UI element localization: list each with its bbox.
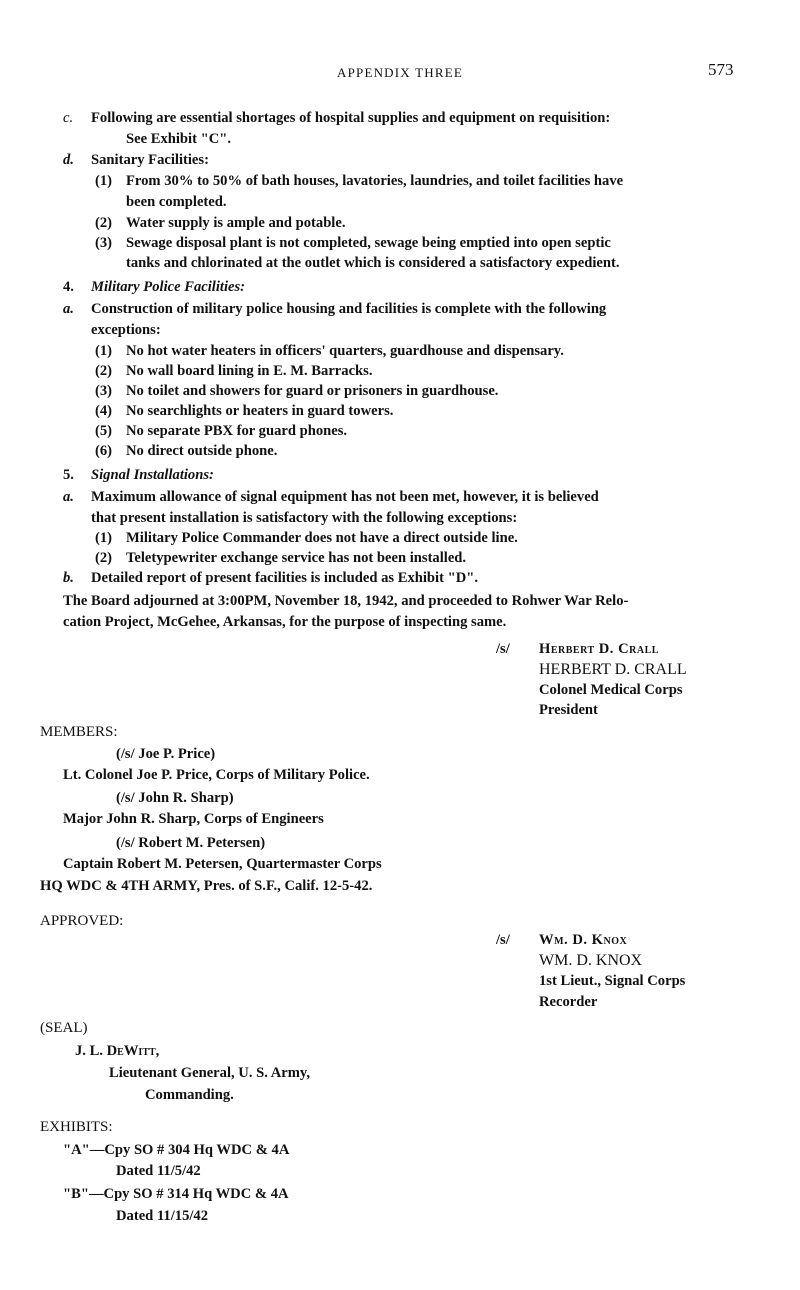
item-d1-text-2: been completed. — [126, 194, 227, 210]
item-d3-text-1: Sewage disposal plant is not completed, sewage being emptied into open septic — [126, 235, 611, 251]
item-4a-text-2: exceptions: — [91, 322, 161, 338]
member-name: Captain Robert M. Petersen, Quartermaster Corps — [63, 856, 382, 872]
item-4a-label: a. — [63, 301, 74, 317]
commanding-general-name: J. L. DeWitt, — [75, 1043, 160, 1059]
member-name: Major John R. Sharp, Corps of Engineers — [63, 811, 324, 827]
mp-exception-text: No separate PBX for guard phones. — [126, 423, 348, 439]
president-signature-name: Herbert D. Crall — [539, 641, 659, 657]
members-heading: MEMBERS: — [40, 724, 118, 740]
mp-exception-text: No hot water heaters in officers' quarters, guardhouse and dispensary. — [126, 343, 564, 359]
running-header: APPENDIX THREE — [337, 65, 463, 80]
item-d-title: Sanitary Facilities: — [91, 152, 209, 168]
mp-exception-number: (6) — [95, 443, 113, 459]
member-signature: (/s/ John R. Sharp) — [116, 790, 234, 806]
president-role: President — [539, 702, 598, 718]
item-5b-text: Detailed report of present facilities is included as Exhibit "D". — [91, 570, 478, 586]
mp-exception-text: No searchlights or heaters in guard towers. — [126, 403, 394, 419]
member-signature: (/s/ Robert M. Petersen) — [116, 835, 266, 851]
mp-exception-number: (4) — [95, 403, 113, 419]
exhibit-line-2: Dated 11/5/42 — [116, 1163, 201, 1179]
president-rank: Colonel Medical Corps — [539, 682, 683, 698]
exhibit-line-1: "B"—Cpy SO # 314 Hq WDC & 4A — [63, 1186, 289, 1202]
president-name: HERBERT D. CRALL — [539, 661, 687, 678]
item-4a-text-1: Construction of military police housing and facilities is complete with the following — [91, 301, 607, 317]
item-5a-text-1: Maximum allowance of signal equipment has not been met, however, it is believed — [91, 489, 599, 505]
member-signature: (/s/ Joe P. Price) — [116, 746, 216, 762]
mp-exception-text: No direct outside phone. — [126, 443, 278, 459]
item-d2-number: (2) — [95, 215, 113, 231]
item-c-label: c. — [63, 110, 74, 126]
exhibit-line-1: "A"—Cpy SO # 304 Hq WDC & 4A — [63, 1142, 290, 1158]
signal-exception-text: Military Police Commander does not have a direct outside line. — [126, 530, 518, 546]
item-d1-number: (1) — [95, 173, 113, 189]
approved-heading: APPROVED: — [40, 913, 124, 929]
exhibit-line-2: Dated 11/15/42 — [116, 1208, 209, 1224]
mp-exception-text: No toilet and showers for guard or prisoners in guardhouse. — [126, 383, 499, 399]
recorder-rank: 1st Lieut., Signal Corps — [539, 973, 686, 989]
commanding-general-rank: Lieutenant General, U. S. Army, — [109, 1065, 311, 1081]
recorder-name: WM. D. KNOX — [539, 952, 643, 969]
section-4-title: Military Police Facilities: — [91, 279, 246, 295]
item-d-label: d. — [63, 152, 74, 168]
signal-exception-text: Teletypewriter exchange service has not been installed. — [126, 550, 467, 566]
item-d3-number: (3) — [95, 235, 113, 251]
item-d3-text-2: tanks and chlorinated at the outlet which is considered a satisfactory expedient. — [126, 255, 620, 271]
mp-exception-number: (2) — [95, 363, 113, 379]
exhibits-heading: EXHIBITS: — [40, 1119, 113, 1135]
mp-exception-number: (1) — [95, 343, 113, 359]
item-5a-text-2: that present installation is satisfactory with the following exceptions: — [91, 510, 518, 526]
item-c-text-2: See Exhibit "C". — [126, 131, 231, 147]
item-d2-text: Water supply is ample and potable. — [126, 215, 346, 231]
signal-exception-number: (2) — [95, 550, 113, 566]
section-5-title: Signal Installations: — [91, 467, 214, 483]
item-5b-label: b. — [63, 570, 74, 586]
recorder-signature-name: Wm. D. Knox — [539, 932, 628, 948]
mp-exception-number: (5) — [95, 423, 113, 439]
signal-exception-number: (1) — [95, 530, 113, 546]
hq-date-line: HQ WDC & 4TH ARMY, Pres. of S.F., Calif. 12-5-42. — [40, 878, 373, 894]
recorder-role: Recorder — [539, 994, 598, 1010]
closing-paragraph-line-2: cation Project, McGehee, Arkansas, for the purpose of inspecting same. — [63, 614, 507, 630]
item-5a-label: a. — [63, 489, 74, 505]
section-4-number: 4. — [63, 279, 74, 295]
item-d1-text-1: From 30% to 50% of bath houses, lavatories, laundries, and toilet facilities have — [126, 173, 624, 189]
signature-mark: /s/ — [496, 932, 510, 948]
mp-exception-number: (3) — [95, 383, 113, 399]
mp-exception-text: No wall board lining in E. M. Barracks. — [126, 363, 373, 379]
item-c-text-1: Following are essential shortages of hospital supplies and equipment on requisition: — [91, 110, 611, 126]
closing-paragraph-line-1: The Board adjourned at 3:00PM, November 18, 1942, and proceeded to Rohwer War Relo- — [63, 593, 629, 609]
signature-mark: /s/ — [496, 641, 510, 657]
section-5-number: 5. — [63, 467, 74, 483]
commanding-general-role: Commanding. — [145, 1087, 234, 1103]
page-number: 573 — [708, 60, 734, 79]
seal-label: (SEAL) — [40, 1020, 88, 1036]
member-name: Lt. Colonel Joe P. Price, Corps of Military Police. — [63, 767, 370, 783]
